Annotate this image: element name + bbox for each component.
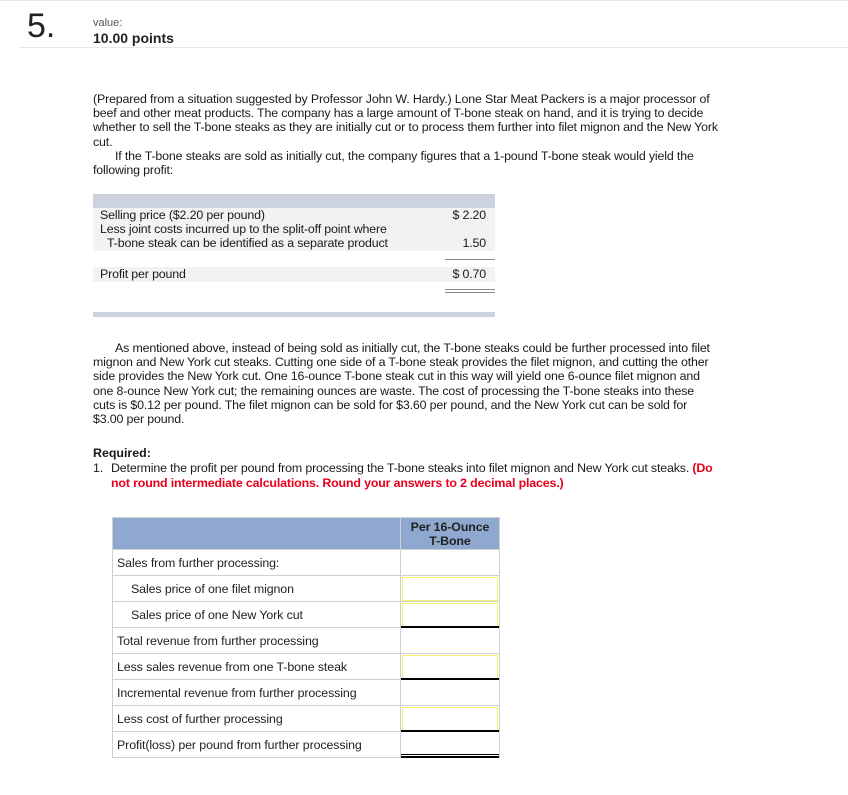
rounding-instruction: (Do not round intermediate calculations. Round your answers to 2 decimal places.) — [111, 461, 713, 490]
row-label: Less joint costs incurred up to the split-off point where — [100, 222, 387, 236]
cost-further-processing-input[interactable] — [402, 707, 498, 731]
table-row — [113, 654, 500, 680]
answer-table-header — [113, 518, 500, 550]
header-label-column — [113, 518, 401, 550]
header-divider — [19, 47, 848, 48]
initial-profit-table — [93, 194, 495, 302]
answer-table — [112, 517, 500, 758]
table-row — [113, 550, 500, 576]
table-spacer — [93, 251, 495, 267]
required-item-1 — [93, 461, 718, 491]
header-line-1: Per 16-Ounce — [410, 519, 490, 534]
question-number: 5. — [27, 7, 56, 45]
question-value — [93, 17, 174, 46]
required-heading: Required: — [93, 446, 151, 460]
table-spacer — [93, 282, 495, 302]
total-revenue-cell — [401, 628, 500, 654]
row-amount: 1.50 — [462, 236, 486, 250]
header-per-16-ounce — [401, 518, 500, 550]
row-label: Selling price ($2.20 per pound) — [100, 208, 265, 222]
intro-paragraph-2: If the T-bone steaks are sold as initially cut, the company figures that a 1-pound T-bone steak would yield the following profit: — [93, 148, 694, 178]
table-row-joint-costs-cont — [93, 236, 495, 251]
row-label: Total revenue from further processing — [113, 628, 401, 654]
header-line-2: T-Bone — [429, 533, 471, 548]
t-bone-revenue-input[interactable] — [402, 655, 498, 679]
table-row — [113, 602, 500, 628]
table-row — [113, 576, 500, 602]
intro-text — [93, 92, 718, 177]
table-row-profit — [93, 267, 495, 282]
row-label: Profit per pound — [100, 267, 186, 281]
item-text-wrap — [111, 461, 718, 491]
answer-cell — [401, 706, 500, 732]
points-value: 10.00 points — [93, 30, 174, 46]
answer-cell — [401, 602, 500, 628]
row-label: Less sales revenue from one T-bone steak — [113, 654, 401, 680]
table-row — [113, 680, 500, 706]
new-york-cut-price-input[interactable] — [402, 603, 498, 627]
row-label: Sales from further processing: — [113, 550, 401, 576]
total-rule-2 — [445, 292, 495, 293]
row-label: Less cost of further processing — [113, 706, 401, 732]
row-label: Sales price of one New York cut — [113, 602, 401, 628]
item-number: 1. — [93, 461, 104, 475]
table-row — [113, 732, 500, 758]
row-label: Sales price of one filet mignon — [113, 576, 401, 602]
filet-mignon-price-input[interactable] — [402, 577, 498, 601]
intro-paragraph-1: (Prepared from a situation suggested by Professor John W. Hardy.) Lone Star Meat Packers is a major processor of beef and other meat products. The company has a large amount of T-bone steak on hand, and it is trying to decide whether to sell the T-bone steaks as they are initially cut or to process them further into filet mignon and the New York cut. — [93, 92, 718, 149]
double-underline-top — [401, 754, 499, 755]
item-text: Determine the profit per pound from processing the T-bone steaks into filet mignon and New York cut steaks. — [111, 461, 690, 475]
value-label: value: — [93, 17, 123, 29]
top-divider — [0, 0, 848, 1]
row-label: T-bone steak can be identified as a separate product — [107, 236, 388, 250]
table-row — [113, 706, 500, 732]
table-row-selling-price — [93, 208, 495, 222]
answer-cell — [401, 576, 500, 602]
further-processing-text: As mentioned above, instead of being sold as initially cut, the T-bone steaks could be further processed into filet mignon and New York cut steaks. Cutting one side of a T-bone steak provides the filet mignon, and cutting the other side provides the New York cut. One 16-ounce T-bone steak cut in this way will yield one 6-ounce filet mignon and one 8-ounce New York cut; the remaining ounces are waste. The cost of processing the T-bone steaks into these cuts is $0.12 per pound. The filet mignon can be sold for $3.60 per pound, and the New York cut can be sold for $3.00 per pound. — [93, 341, 710, 427]
profit-loss-cell — [401, 732, 500, 758]
subtotal-rule — [445, 259, 495, 260]
incremental-revenue-cell — [401, 680, 500, 706]
row-amount: $ 2.20 — [452, 208, 486, 222]
total-rule-1 — [445, 289, 495, 290]
double-underline-bottom — [401, 756, 499, 758]
table-bottom-band — [93, 312, 495, 317]
answer-cell — [401, 654, 500, 680]
row-amount: $ 0.70 — [452, 267, 486, 281]
row-label: Incremental revenue from further processing — [113, 680, 401, 706]
row-label: Profit(loss) per pound from further processing — [113, 732, 401, 758]
answer-cell-empty — [401, 550, 500, 576]
table-row-joint-costs — [93, 222, 495, 236]
table-row — [113, 628, 500, 654]
table-top-band — [93, 194, 495, 208]
